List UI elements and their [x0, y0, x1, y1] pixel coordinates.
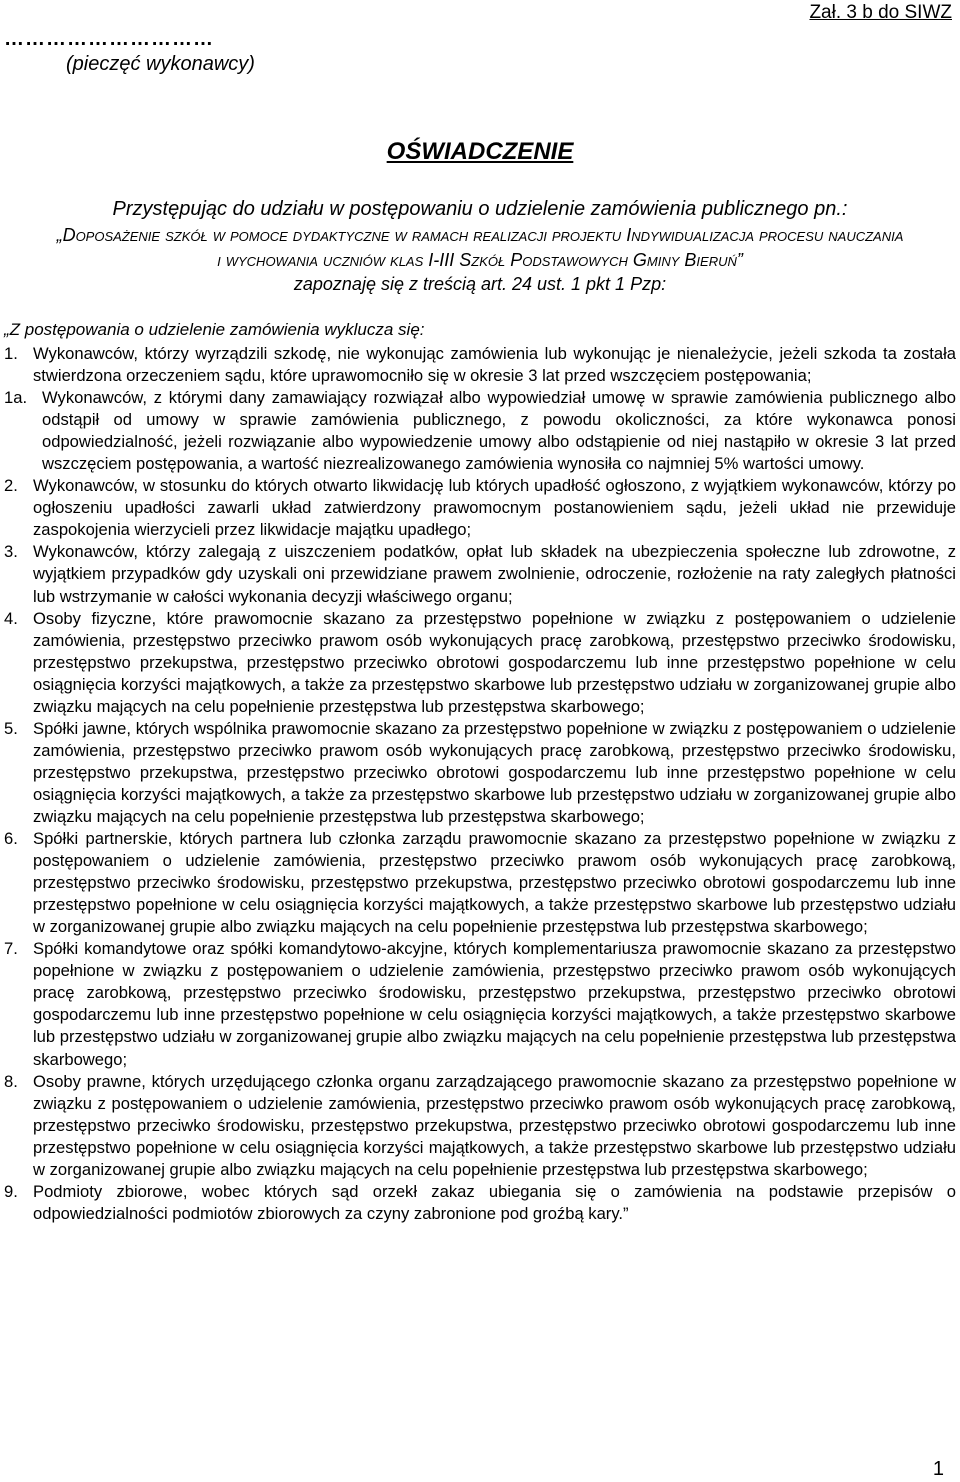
list-item: [4, 387, 956, 475]
item-number: 4.: [4, 608, 18, 628]
item-number: 7.: [4, 939, 18, 959]
item-text: Spółki komandytowe oraz spółki komandytowo-akcyjne, których komplementariusza prawomocnie skazano za przestępstwo popełnione w związku z postępowaniem o udzielenie zamówienia, przestępstwo przeciwko prawom osób wykonujących pracę zarobkową, przestępstwo przeciwko środowisku, przestępstwo przekupstwa, przestępstwo przeciwko obrotowi gospodarczemu lub inne przestępstwo popełnione w celu osiągnięcia korzyści majątkowych, a także przestępstwo skarbowe lub przestępstwo udziału w zorganizowanej grupie albo związku mających na celu popełnienie przestępstwa lub przestępstwa skarbowego;: [33, 939, 956, 1069]
item-text: Spółki partnerskie, których partnera lub członka zarządu prawomocnie skazano za przestępstwo popełnione w związku z postępowaniem o udzielenie zamówienia, przestępstwo przeciwko prawom osób wykonujących pracę zarobkową, przestępstwo przeciwko środowisku, przestępstwo przekupstwa, przestępstwo przeciwko obrotowi gospodarczemu lub inne przestępstwo popełnione w celu osiągnięcia korzyści majątkowych, a także przestępstwo skarbowe lub przestępstwo udziału w zorganizowanej grupie albo związku mających na celu popełnienie przestępstwa lub przestępstwa skarbowego;: [33, 829, 956, 937]
item-number: 5.: [4, 718, 18, 738]
exclusion-heading: „Z postępowania o udzielenie zamówienia wyklucza się:: [4, 320, 425, 339]
item-text: Wykonawców, którzy zalegają z uiszczeniem podatków, opłat lub składek na ubezpieczenia społeczne lub zdrowotne, z wyjątkiem przypadków gdy uzyskali oni przewidziane prawem zwolnienie, odroczenie, rozłożenie na raty zaległych płatności lub wstrzymanie w całości wykonania decyzji właściwego organu;: [33, 542, 956, 606]
intro-line: Przystępując do udziału w postępowaniu o udzielenie zamówienia publicznego pn.:: [112, 198, 848, 220]
list-item: [4, 718, 956, 828]
list-item: [4, 343, 956, 387]
project-name-line-2: i wychowania uczniów klas I-III Szkół Podstawowych Gminy Bieruń”: [217, 250, 743, 270]
list-item: [4, 828, 956, 938]
item-text: Wykonawców, z którymi dany zamawiający rozwiązał albo wypowiedział umowę w sprawie zamówienia publicznego albo odstąpił od umowy w sprawie zamówienia publicznego, z powodu okoliczności, za które wykonawca ponosi odpowiedzialność, jeżeli rozwiązanie albo wypowiedzenie umowy albo odstąpienie od niej nastąpiło w okresie 3 lat przed wszczęciem postępowania, a wartość niezrealizowanego zamówienia wynosiła co najmniej 5% wartości umowy.: [42, 388, 956, 474]
item-number: 6.: [4, 829, 18, 849]
list-item: [4, 1071, 956, 1181]
item-text: Wykonawców, w stosunku do których otwarto likwidację lub których upadłość ogłoszono, z wyjątkiem wykonawców, którzy po ogłoszeniu upadłości zawarli układ zatwierdzony prawomocnym postanowieniem sądu, jeżeli układ nie przewiduje zaspokojenia wierzycieli przez likwidacje majątku upadłego;: [33, 476, 956, 540]
item-number: 3.: [4, 542, 18, 562]
intro-reference-line: zapoznaję się z treścią art. 24 ust. 1 pkt 1 Pzp:: [293, 274, 667, 294]
item-text: Spółki jawne, których wspólnika prawomocnie skazano za przestępstwo popełnione w związku z postępowaniem o udzielenie zamówienia, przestępstwo przeciwko prawom osób wykonujących pracę zarobkową, przestępstwo przeciwko środowisku, przestępstwo przekupstwa, przestępstwo przeciwko obrotowi gospodarczemu lub inne przestępstwo popełnione w celu osiągnięcia korzyści majątkowych, a także za przestępstwo skarbowe lub przestępstwo udziału w zorganizowanej grupie albo związku mających na celu popełnienie przestępstwa lub przestępstwa skarbowego;: [33, 718, 956, 826]
item-number: 1.: [4, 344, 18, 363]
document-title: OŚWIADCZENIE: [386, 138, 574, 165]
item-number: 1a.: [4, 388, 28, 408]
annex-label: Zał. 3 b do SIWZ: [809, 2, 952, 23]
item-number: 9.: [4, 1181, 18, 1201]
list-item: [4, 938, 956, 1070]
item-text: Osoby prawne, których urzędującego członka organu zarządzającego prawomocnie skazano za przestępstwo popełnione w związku z postępowaniem o udzielenie zamówienia, przestępstwo przeciwko prawom osób wykonujących pracę zarobkową, przestępstwo przeciwko środowisku, przestępstwo przekupstwa, przestępstwo przeciwko obrotowi gospodarczemu lub inne przestępstwo popełnione w celu osiągnięcia korzyści majątkowych, a także przestępstwo skarbowe lub przestępstwo udziału w zorganizowanej grupie albo związku mających na celu popełnienie przestępstwa lub przestępstwa skarbowego;: [33, 1071, 956, 1179]
list-item: [4, 475, 956, 541]
signature-dots: …………………………: [4, 28, 214, 50]
project-name-line-1: „Doposażenie szkół w pomoce dydaktyczne w ramach realizacji projektu Indywidualizacja procesu nauczania: [56, 225, 904, 245]
list-item: [4, 541, 956, 607]
list-item: [4, 1181, 956, 1225]
exclusion-list: [4, 343, 956, 1225]
contractor-stamp-label: (pieczęć wykonawcy): [66, 53, 255, 75]
item-text: Osoby fizyczne, które prawomocnie skazano za przestępstwo popełnione w związku z postępowaniem o udzielenie zamówienia, przestępstwo przeciwko prawom osób wykonujących pracę zarobkową, przestępstwo przeciwko środowisku, przestępstwo przekupstwa, przestępstwo przeciwko obrotowi gospodarczemu lub inne przestępstwo popełnione w celu osiągnięcia korzyści majątkowych, a także za przestępstwo skarbowe lub przestępstwo udziału w zorganizowanej grupie albo związku mających na celu popełnienie przestępstwa lub przestępstwa skarbowego;: [33, 608, 956, 716]
list-item: [4, 608, 956, 718]
page-number: 1: [932, 1458, 944, 1480]
item-text: Podmioty zbiorowe, wobec których sąd orzekł zakaz ubiegania się o zamówienia na podstawie przepisów o odpowiedzialności podmiotów zbiorowych za czyny zabronione pod groźbą kary.”: [33, 1181, 956, 1223]
item-number: 8.: [4, 1071, 18, 1091]
item-text: Wykonawców, którzy wyrządzili szkodę, nie wykonując zamówienia lub wykonując je nienależycie, jeżeli szkoda ta została stwierdzona orzeczeniem sądu, które uprawomocniło się w okresie 3 lat przed wszczęciem postępowania;: [33, 344, 956, 386]
item-number: 2.: [4, 476, 18, 496]
